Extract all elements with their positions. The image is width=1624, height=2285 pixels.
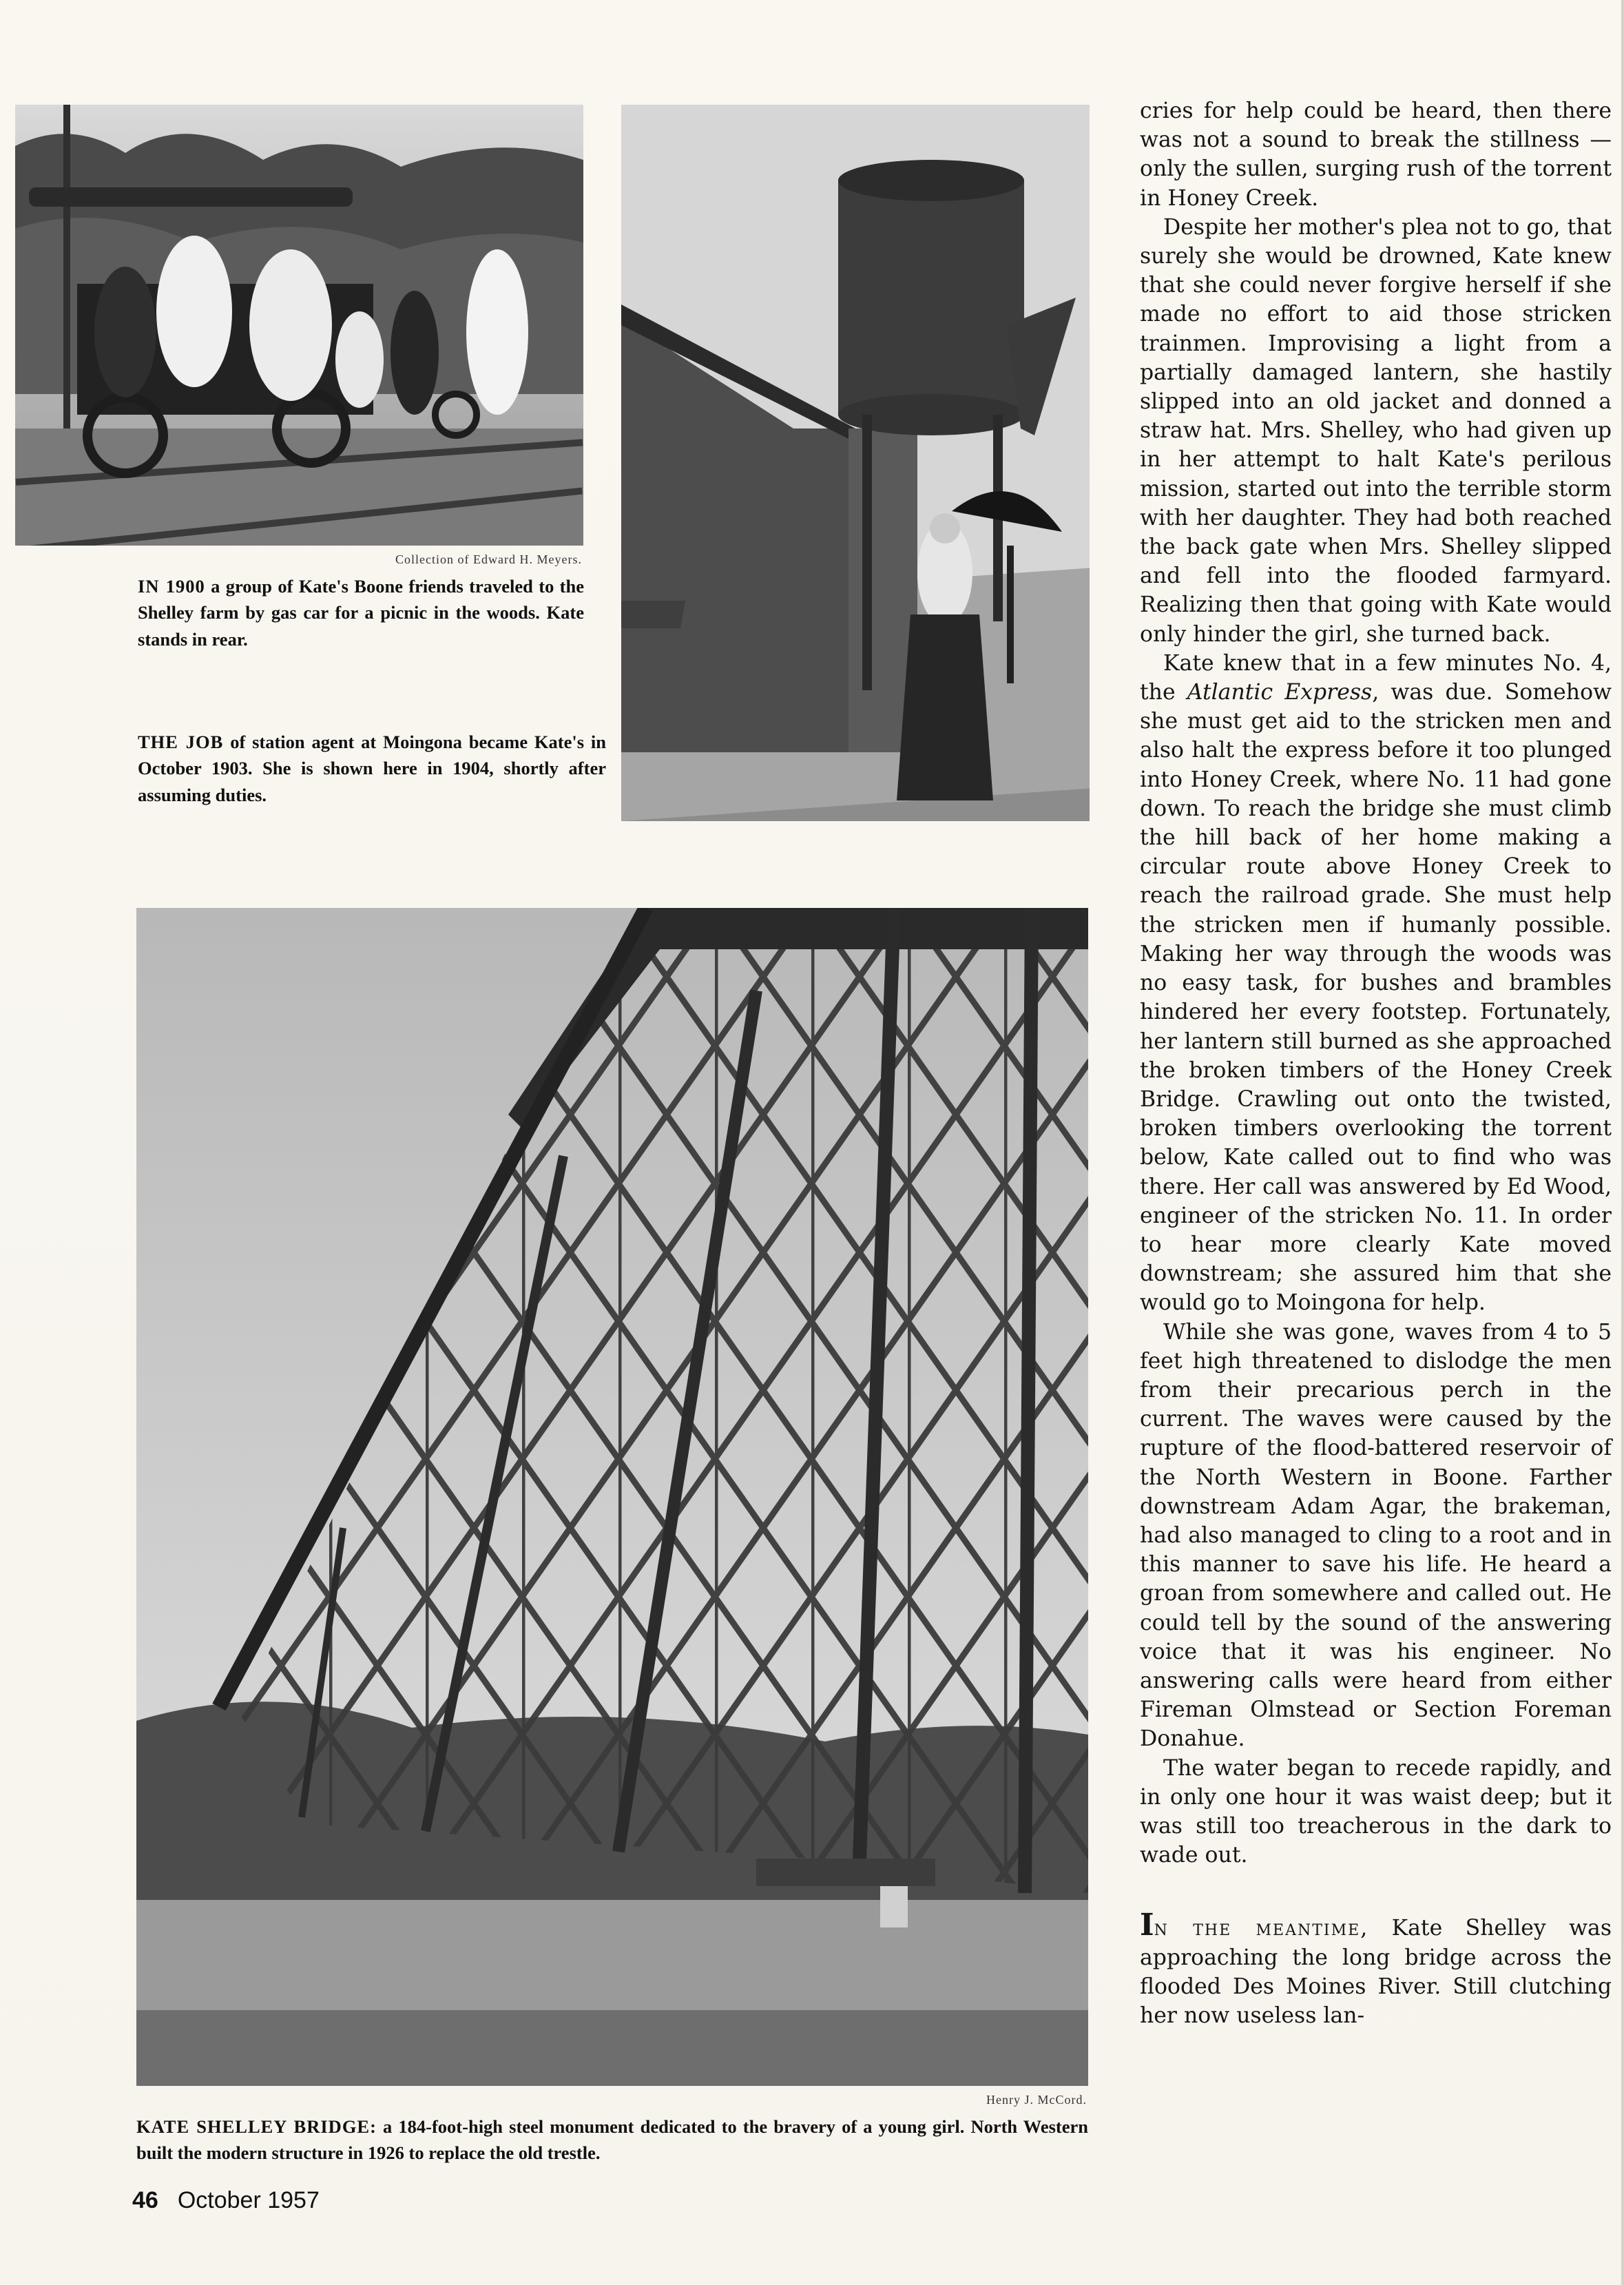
gas-car-photo-credit: Collection of Edward H. Meyers. [395, 552, 582, 566]
bridge-caption-text: a 184-foot-high steel monument dedicated to the bravery of a young girl. North Western built the modern structure in 1926 to replace the old trestle. [136, 2116, 1088, 2164]
section-opening-paragraph [1140, 1907, 1612, 2030]
article-text: Kate knew that in a few minutes No. 4, the [1140, 650, 1612, 705]
bridge-photo [136, 908, 1088, 2086]
station-photo [621, 105, 1090, 821]
bridge-caption-lead: KATE SHELLEY BRIDGE: [136, 2116, 377, 2137]
issue-date: October 1957 [177, 2187, 320, 2213]
article-column [1140, 96, 1612, 2030]
page-number: 46 [132, 2187, 158, 2213]
train-name: Atlantic Express [1187, 680, 1373, 705]
article-paragraph: Despite her mother's plea not to go, that surely she would be drowned, Kate knew that she could never forgive herself if she made no effort to aid those stricken trainmen. Improvising a light from a partially damaged lantern, she hastily slipped into an old jacket and donned a straw hat. Mrs. Shelley, who had given up in her attempt to halt Kate's perilous mission, started out into the terrible storm with her daughter. They had both reached the back gate when Mrs. Shelley slipped and fell into the flooded farmyard. Realizing then that going with Kate would only hinder the girl, she turned back. [1140, 214, 1612, 647]
article-paragraph: The water began to recede rapidly, and in only one hour it was waist deep; but it was still too treacherous in the dark to wade out. [1140, 1755, 1612, 1868]
drop-cap: I [1140, 1907, 1154, 1943]
station-caption-lead: THE JOB [138, 732, 224, 752]
gas-car-caption-lead: IN 1900 [138, 576, 205, 597]
station-caption-text: of station agent at Moingona became Kate's in October 1903. She is shown here in 1904, shortly after assuming duties. [138, 732, 606, 805]
station-photo-caption [138, 729, 606, 808]
bridge-photo-caption [136, 2113, 1088, 2167]
article-text: , was due. Somehow she must get aid to the stricken men and also halt the express before it too plunged into Honey Creek, where No. 11 had gone down. To reach the bridge she must climb the hill back of her home making a circular route above Honey Creek to reach the railroad grade. She must help the stricken men if humanly possible. Making her way through the woods was no easy task, for bushes and brambles hindered her every footstep. Fortunately, her lantern still burned as she approached the broken timbers of the Honey Creek Bridge. Crawling out onto the twisted, broken timbers overlooking the torrent below, Kate called out to find who was there. Her call was answered by Ed Wood, engineer of the stricken No. 11. In order to hear more clearly Kate moved downstream; she assured him that she would go to Moingona for help. [1140, 680, 1612, 1316]
page-edge [1621, 0, 1624, 2285]
section-lead-in: n the meantime, [1154, 1916, 1369, 1941]
gas-car-photo [15, 105, 583, 546]
article-paragraph: cries for help could be heard, then there was not a sound to break the stillness — only the sullen, surging rush of the torrent in Honey Creek. [1140, 99, 1612, 211]
gas-car-caption-text: a group of Kate's Boone friends traveled to the Shelley farm by gas car for a picnic in the woods. Kate stands in rear. [138, 576, 585, 650]
article-paragraph: While she was gone, waves from 4 to 5 feet high threatened to dislodge the men from their precarious perch in the current. The waves were caused by the rupture of the flood-battered reservoir of the North Western in Boone. Farther downstream Adam Agar, the brakeman, had also managed to cling to a root and in this manner to save his life. He heard a groan from somewhere and called out. He could tell by the sound of the answering voice that it was his engineer. No answering calls were heard from either Fireman Olmstead or Section Foreman Donahue. [1140, 1319, 1612, 1752]
article-paragraph [1140, 649, 1612, 1318]
bridge-photo-credit: Henry J. McCord. [986, 2093, 1087, 2107]
article-text: Kate Shelley was approaching the long bridge across the flooded Des Moines River. Still clutching her now useless lan- [1140, 1916, 1612, 2028]
page-folio [132, 2187, 320, 2214]
gas-car-photo-caption [138, 573, 584, 652]
